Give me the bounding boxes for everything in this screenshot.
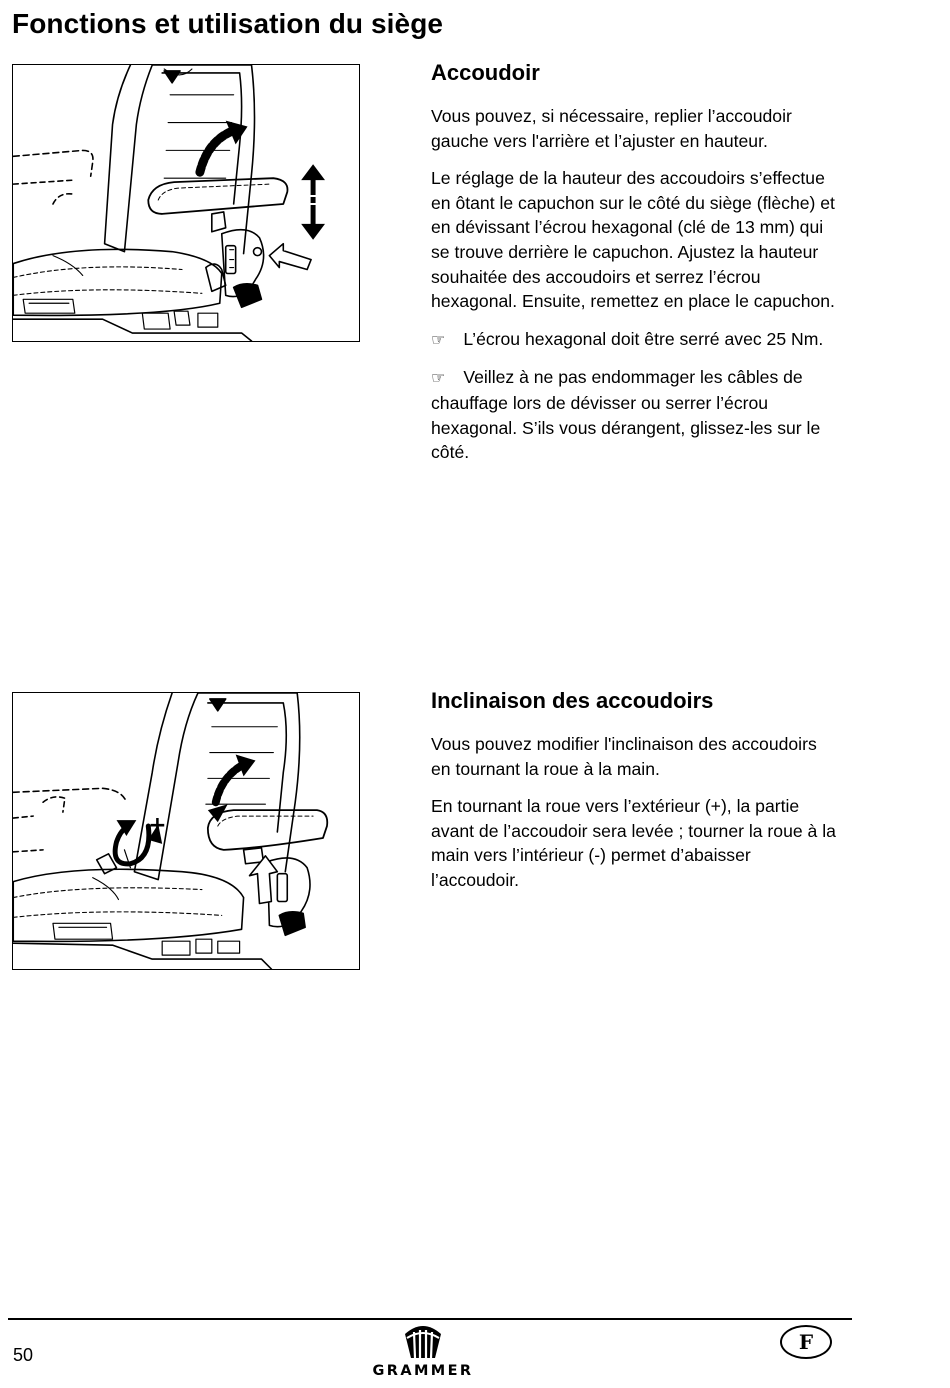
page-title: Fonctions et utilisation du siège bbox=[12, 8, 444, 39]
page-number: 50 bbox=[13, 1345, 34, 1365]
armrest-note bbox=[431, 365, 841, 464]
language-badge: F bbox=[780, 1325, 832, 1359]
armrest-note-text: Veillez à ne pas endommager les câbles de chauffage lors de dévisser ou serrer l’écrou hexagonal. S’ils vous dérangent, glissez-les sur le côté. bbox=[431, 367, 821, 463]
armrest-section bbox=[431, 60, 841, 478]
armrest-inclination-section bbox=[431, 688, 841, 906]
inclination-paragraph: En tournant la roue vers l’extérieur (+), la partie avant de l’accoudoir sera levée ; tourner la roue à la main vers l’intérieur (-) permet d’abaisser l’accoudoir. bbox=[431, 796, 836, 890]
plus-label: + bbox=[148, 812, 167, 838]
armrest-paragraph: Le réglage de la hauteur des accoudoirs s’effectue en ôtant le capuchon sur le côté du siège (flèche) et en dévissant l’écrou hexagonal (clé de 13 mm) qui se trouve derrière le capuchon. Ajustez la hauteur souhaitée des accoudoirs et serrez l’écrou hexagonal. Ensuite, remettez en place le capuchon. bbox=[431, 168, 835, 312]
pointing-hand-icon: ☞ bbox=[431, 329, 446, 349]
pointing-hand-icon: ☞ bbox=[431, 368, 446, 388]
armrest-note bbox=[431, 327, 841, 353]
inclination-paragraph: Vous pouvez modifier l'inclinaison des accoudoirs en tournant la roue à la main. bbox=[431, 734, 817, 779]
armrest-inclination-illustration bbox=[12, 692, 360, 970]
armrest-heading: Accoudoir bbox=[431, 60, 540, 85]
armrest-note-text: L’écrou hexagonal doit être serré avec 25 Nm. bbox=[463, 328, 824, 349]
inclination-heading: Inclinaison des accoudoirs bbox=[431, 688, 714, 713]
grammer-emblem-icon bbox=[401, 1322, 445, 1360]
armrest-height-illustration bbox=[12, 64, 360, 342]
footer-rule bbox=[8, 1318, 852, 1320]
brand-logo bbox=[368, 1322, 478, 1382]
brand-name: GRAMMER bbox=[372, 1363, 474, 1379]
armrest-paragraph: Vous pouvez, si nécessaire, replier l’accoudoir gauche vers l'arrière et l’ajuster en hauteur. bbox=[431, 106, 792, 151]
